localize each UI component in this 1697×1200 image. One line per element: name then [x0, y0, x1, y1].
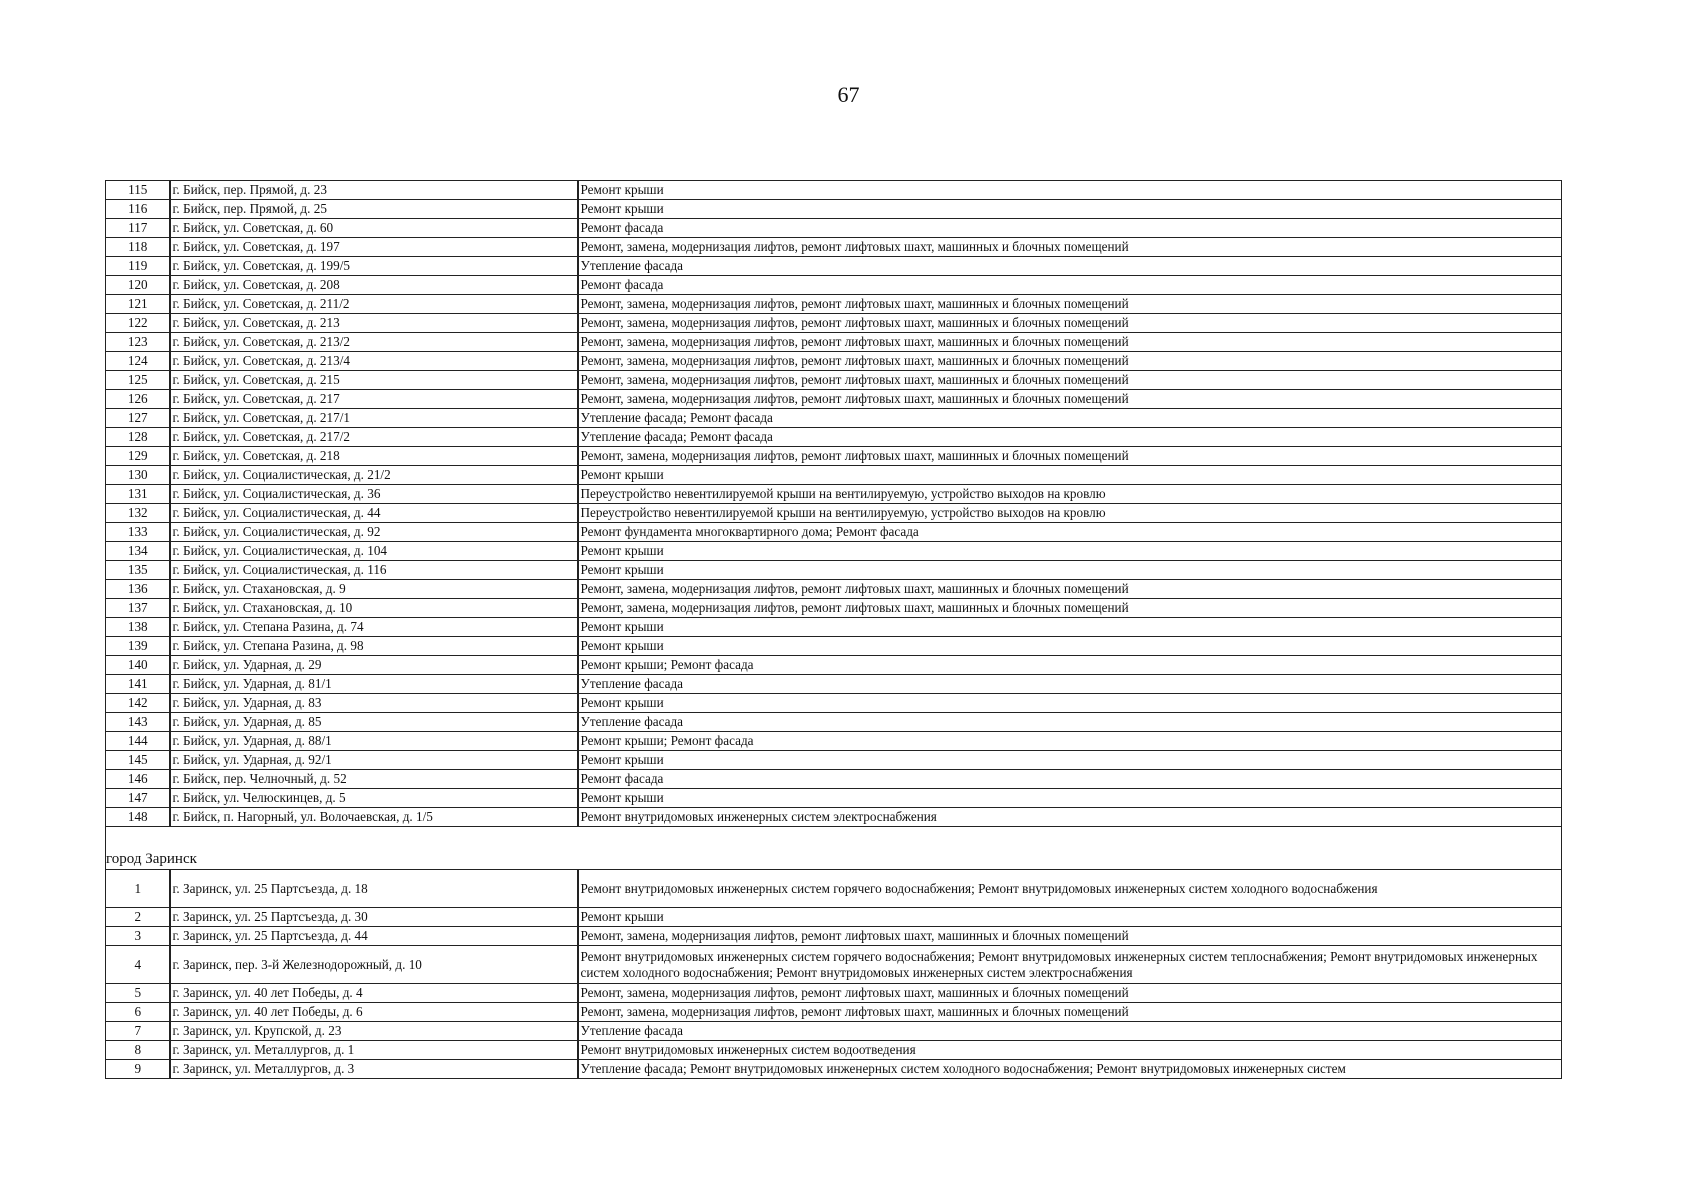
table-row — [106, 694, 1562, 713]
row-work: Ремонт, замена, модернизация лифтов, ремонт лифтовых шахт, машинных и блочных помещений — [578, 599, 1562, 618]
row-work: Ремонт крыши; Ремонт фасада — [578, 732, 1562, 751]
row-address: г. Бийск, ул. Ударная, д. 83 — [170, 694, 578, 713]
row-number: 142 — [106, 694, 170, 713]
row-number: 134 — [106, 542, 170, 561]
row-address: г. Бийск, ул. Ударная, д. 29 — [170, 656, 578, 675]
row-address: г. Бийск, ул. Советская, д. 213/2 — [170, 333, 578, 352]
row-number: 146 — [106, 770, 170, 789]
row-number: 130 — [106, 466, 170, 485]
row-work: Утепление фасада — [578, 713, 1562, 732]
row-address: г. Бийск, ул. Ударная, д. 85 — [170, 713, 578, 732]
row-number: 143 — [106, 713, 170, 732]
row-address: г. Заринск, ул. 40 лет Победы, д. 4 — [170, 984, 578, 1003]
row-address: г. Бийск, ул. Степана Разина, д. 98 — [170, 637, 578, 656]
table-row — [106, 561, 1562, 580]
row-address: г. Бийск, ул. Ударная, д. 88/1 — [170, 732, 578, 751]
row-number: 133 — [106, 523, 170, 542]
row-work: Ремонт, замена, модернизация лифтов, ремонт лифтовых шахт, машинных и блочных помещений — [578, 927, 1562, 946]
row-number: 132 — [106, 504, 170, 523]
row-address: г. Заринск, пер. 3-й Железнодорожный, д. 10 — [170, 946, 578, 984]
row-work: Ремонт крыши — [578, 789, 1562, 808]
row-address: г. Бийск, ул. Социалистическая, д. 104 — [170, 542, 578, 561]
row-number: 120 — [106, 276, 170, 295]
row-number: 7 — [106, 1022, 170, 1041]
row-address: г. Бийск, ул. Стахановская, д. 10 — [170, 599, 578, 618]
row-address: г. Бийск, ул. Советская, д. 213 — [170, 314, 578, 333]
row-number: 9 — [106, 1060, 170, 1079]
row-number: 119 — [106, 257, 170, 276]
row-address: г. Заринск, ул. Крупской, д. 23 — [170, 1022, 578, 1041]
row-work: Ремонт крыши — [578, 637, 1562, 656]
table-row — [106, 1041, 1562, 1060]
row-address: г. Бийск, ул. Советская, д. 215 — [170, 371, 578, 390]
table-row — [106, 713, 1562, 732]
row-address: г. Бийск, ул. Социалистическая, д. 44 — [170, 504, 578, 523]
row-address: г. Заринск, ул. 25 Партсъезда, д. 30 — [170, 908, 578, 927]
table-row — [106, 485, 1562, 504]
table-row — [106, 238, 1562, 257]
row-work: Ремонт внутридомовых инженерных систем горячего водоснабжения; Ремонт внутридомовых инженерных систем холодного водоснабжения — [578, 870, 1562, 908]
row-number: 125 — [106, 371, 170, 390]
row-address: г. Бийск, ул. Советская, д. 211/2 — [170, 295, 578, 314]
row-address: г. Бийск, ул. Советская, д. 199/5 — [170, 257, 578, 276]
row-number: 126 — [106, 390, 170, 409]
row-work: Утепление фасада — [578, 1022, 1562, 1041]
table-row — [106, 870, 1562, 908]
table-row — [106, 333, 1562, 352]
row-work: Утепление фасада — [578, 257, 1562, 276]
row-work: Ремонт крыши — [578, 694, 1562, 713]
table-row — [106, 542, 1562, 561]
row-number: 140 — [106, 656, 170, 675]
row-address: г. Бийск, пер. Прямой, д. 25 — [170, 200, 578, 219]
table-row — [106, 637, 1562, 656]
row-number: 6 — [106, 1003, 170, 1022]
row-work: Утепление фасада; Ремонт фасада — [578, 409, 1562, 428]
table-row — [106, 946, 1562, 984]
row-work: Переустройство невентилируемой крыши на вентилируемую, устройство выходов на кровлю — [578, 504, 1562, 523]
table-row — [106, 732, 1562, 751]
row-number: 136 — [106, 580, 170, 599]
row-work: Ремонт внутридомовых инженерных систем горячего водоснабжения; Ремонт внутридомовых инженерных систем теплоснабжения; Ремонт внутридомовых инженерных систем холодного водоснабжения; Ремонт внутридомовых инженерных систем электроснабжения — [578, 946, 1562, 984]
page-number: 67 — [837, 82, 860, 107]
row-address: г. Бийск, ул. Ударная, д. 92/1 — [170, 751, 578, 770]
row-address: г. Бийск, ул. Советская, д. 197 — [170, 238, 578, 257]
row-number: 4 — [106, 946, 170, 984]
row-work: Ремонт, замена, модернизация лифтов, ремонт лифтовых шахт, машинных и блочных помещений — [578, 295, 1562, 314]
repair-list-table — [105, 180, 1562, 1079]
row-work: Ремонт крыши — [578, 618, 1562, 637]
section-gap-row — [106, 827, 1562, 850]
row-number: 2 — [106, 908, 170, 927]
row-address: г. Заринск, ул. 40 лет Победы, д. 6 — [170, 1003, 578, 1022]
biysk-table-section — [106, 181, 1562, 827]
row-address: г. Бийск, ул. Советская, д. 208 — [170, 276, 578, 295]
table-row — [106, 295, 1562, 314]
row-work: Ремонт, замена, модернизация лифтов, ремонт лифтовых шахт, машинных и блочных помещений — [578, 314, 1562, 333]
table-row — [106, 466, 1562, 485]
section-header-row — [106, 849, 1562, 870]
table-row — [106, 927, 1562, 946]
table-row — [106, 770, 1562, 789]
table-row — [106, 504, 1562, 523]
row-work: Ремонт крыши — [578, 466, 1562, 485]
table-row — [106, 276, 1562, 295]
row-address: г. Бийск, ул. Степана Разина, д. 74 — [170, 618, 578, 637]
row-work: Ремонт, замена, модернизация лифтов, ремонт лифтовых шахт, машинных и блочных помещений — [578, 1003, 1562, 1022]
row-work: Ремонт фасада — [578, 770, 1562, 789]
row-number: 123 — [106, 333, 170, 352]
row-number: 137 — [106, 599, 170, 618]
row-number: 129 — [106, 447, 170, 466]
row-work: Утепление фасада; Ремонт внутридомовых инженерных систем холодного водоснабжения; Ремонт внутридомовых инженерных систем — [578, 1060, 1562, 1079]
table-row — [106, 523, 1562, 542]
table-row — [106, 751, 1562, 770]
row-address: г. Бийск, пер. Прямой, д. 23 — [170, 181, 578, 200]
row-address: г. Бийск, ул. Советская, д. 218 — [170, 447, 578, 466]
row-work: Ремонт внутридомовых инженерных систем электроснабжения — [578, 808, 1562, 827]
row-number: 121 — [106, 295, 170, 314]
row-address: г. Бийск, ул. Советская, д. 217/2 — [170, 428, 578, 447]
table-row — [106, 371, 1562, 390]
row-number: 135 — [106, 561, 170, 580]
table-row — [106, 257, 1562, 276]
row-work: Ремонт, замена, модернизация лифтов, ремонт лифтовых шахт, машинных и блочных помещений — [578, 352, 1562, 371]
section-divider — [106, 827, 1562, 870]
row-address: г. Бийск, пер. Челночный, д. 52 — [170, 770, 578, 789]
table-row — [106, 656, 1562, 675]
row-address: г. Заринск, ул. Металлургов, д. 3 — [170, 1060, 578, 1079]
row-address: г. Бийск, ул. Стахановская, д. 9 — [170, 580, 578, 599]
table-row — [106, 181, 1562, 200]
row-number: 117 — [106, 219, 170, 238]
table-row — [106, 580, 1562, 599]
row-number: 115 — [106, 181, 170, 200]
table-row — [106, 447, 1562, 466]
table-row — [106, 599, 1562, 618]
row-work: Ремонт фасада — [578, 219, 1562, 238]
row-number: 139 — [106, 637, 170, 656]
row-work: Ремонт, замена, модернизация лифтов, ремонт лифтовых шахт, машинных и блочных помещений — [578, 984, 1562, 1003]
table-row — [106, 428, 1562, 447]
row-work: Ремонт, замена, модернизация лифтов, ремонт лифтовых шахт, машинных и блочных помещений — [578, 580, 1562, 599]
row-address: г. Заринск, ул. Металлургов, д. 1 — [170, 1041, 578, 1060]
row-work: Ремонт фасада — [578, 276, 1562, 295]
row-number: 116 — [106, 200, 170, 219]
row-address: г. Бийск, ул. Социалистическая, д. 36 — [170, 485, 578, 504]
row-number: 118 — [106, 238, 170, 257]
row-work: Ремонт крыши; Ремонт фасада — [578, 656, 1562, 675]
row-address: г. Бийск, ул. Советская, д. 217 — [170, 390, 578, 409]
row-work: Переустройство невентилируемой крыши на вентилируемую, устройство выходов на кровлю — [578, 485, 1562, 504]
table-row — [106, 618, 1562, 637]
row-work: Ремонт крыши — [578, 200, 1562, 219]
row-address: г. Бийск, ул. Челюскинцев, д. 5 — [170, 789, 578, 808]
row-address: г. Бийск, ул. Советская, д. 213/4 — [170, 352, 578, 371]
row-work: Ремонт крыши — [578, 181, 1562, 200]
table-row — [106, 984, 1562, 1003]
table-row — [106, 409, 1562, 428]
section-title: город Заринск — [106, 849, 578, 870]
row-number: 127 — [106, 409, 170, 428]
row-number: 138 — [106, 618, 170, 637]
row-number: 128 — [106, 428, 170, 447]
table-row — [106, 1022, 1562, 1041]
table-row — [106, 1060, 1562, 1079]
row-number: 148 — [106, 808, 170, 827]
row-number: 147 — [106, 789, 170, 808]
row-number: 145 — [106, 751, 170, 770]
table-row — [106, 1003, 1562, 1022]
row-work: Ремонт крыши — [578, 561, 1562, 580]
row-work: Ремонт крыши — [578, 908, 1562, 927]
row-number: 3 — [106, 927, 170, 946]
row-number: 124 — [106, 352, 170, 371]
row-work: Ремонт фундамента многоквартирного дома; Ремонт фасада — [578, 523, 1562, 542]
table-row — [106, 789, 1562, 808]
row-number: 141 — [106, 675, 170, 694]
row-number: 131 — [106, 485, 170, 504]
row-number: 8 — [106, 1041, 170, 1060]
row-work: Ремонт крыши — [578, 542, 1562, 561]
row-address: г. Бийск, ул. Социалистическая, д. 92 — [170, 523, 578, 542]
row-address: г. Бийск, п. Нагорный, ул. Волочаевская, д. 1/5 — [170, 808, 578, 827]
table-row — [106, 314, 1562, 333]
table-row — [106, 808, 1562, 827]
zarinsk-table-section — [106, 870, 1562, 1079]
row-work: Ремонт, замена, модернизация лифтов, ремонт лифтовых шахт, машинных и блочных помещений — [578, 238, 1562, 257]
row-address: г. Заринск, ул. 25 Партсъезда, д. 18 — [170, 870, 578, 908]
row-address: г. Бийск, ул. Ударная, д. 81/1 — [170, 675, 578, 694]
row-work: Утепление фасада; Ремонт фасада — [578, 428, 1562, 447]
row-number: 122 — [106, 314, 170, 333]
table-row — [106, 675, 1562, 694]
row-address: г. Бийск, ул. Советская, д. 217/1 — [170, 409, 578, 428]
row-address: г. Бийск, ул. Социалистическая, д. 116 — [170, 561, 578, 580]
table-row — [106, 908, 1562, 927]
row-work: Ремонт крыши — [578, 751, 1562, 770]
row-work: Ремонт, замена, модернизация лифтов, ремонт лифтовых шахт, машинных и блочных помещений — [578, 333, 1562, 352]
table-row — [106, 200, 1562, 219]
row-work: Ремонт, замена, модернизация лифтов, ремонт лифтовых шахт, машинных и блочных помещений — [578, 371, 1562, 390]
table-row — [106, 352, 1562, 371]
row-address: г. Бийск, ул. Социалистическая, д. 21/2 — [170, 466, 578, 485]
table-row — [106, 219, 1562, 238]
row-address: г. Бийск, ул. Советская, д. 60 — [170, 219, 578, 238]
row-work: Ремонт внутридомовых инженерных систем водоотведения — [578, 1041, 1562, 1060]
row-address: г. Заринск, ул. 25 Партсъезда, д. 44 — [170, 927, 578, 946]
row-work: Ремонт, замена, модернизация лифтов, ремонт лифтовых шахт, машинных и блочных помещений — [578, 390, 1562, 409]
row-work: Утепление фасада — [578, 675, 1562, 694]
row-number: 144 — [106, 732, 170, 751]
row-number: 1 — [106, 870, 170, 908]
table-row — [106, 390, 1562, 409]
row-work: Ремонт, замена, модернизация лифтов, ремонт лифтовых шахт, машинных и блочных помещений — [578, 447, 1562, 466]
row-number: 5 — [106, 984, 170, 1003]
